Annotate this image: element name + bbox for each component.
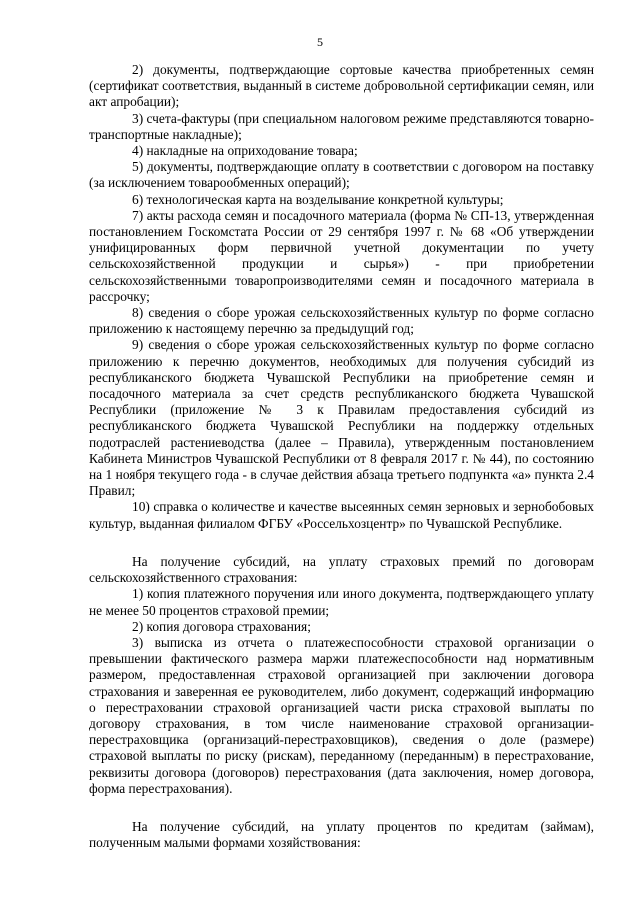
list-item: 4) накладные на оприходование товара; [132, 143, 358, 159]
document-body [89, 62, 594, 851]
list-item: 6) технологическая карта на возделывание конкретной культуры; [132, 191, 504, 207]
list-item: 3) счета-фактуры (при специальном налоговом режиме представляются товарно-транспортные накладные); [89, 110, 595, 142]
page-number: 5 [317, 35, 323, 49]
list-item: 5) документы, подтверждающие оплату в соответствии с договором на поставку (за исключением товарообменных операций); [89, 159, 594, 191]
list-item: 10) справка о количестве и качестве высеянных семян зерновых и зернобобовых культур, выданная филиалом ФГБУ «Россельхозцентр» по Чувашской Республике. [89, 499, 594, 531]
list-item: 2) документы, подтверждающие сортовые качества приобретенных семян (сертификат соответствия, выданный в системе добровольной сертификации семян, или акт апробации); [89, 62, 594, 110]
list-item: 1) копия платежного поручения или иного документа, подтверждающего уплату не менее 50 процентов страховой премии; [89, 586, 594, 618]
list-item: 9) сведения о сборе урожая сельскохозяйственных культур по форме согласно приложению к перечню документов, необходимых для получения субсидий из республиканского бюджета Чувашской Республики на приобретение семян и посадочного материала за счет средств республиканского бюджета Чувашской Республики (приложение № 3 к Правилам предоставления субсидий из республиканского бюджета Чувашской Республики на поддержку отдельных подотраслей растениеводства (далее – Правила), утвержденным постановлением Кабинета Министров Чувашской Республики от 8 февраля 2017 г. № 44), по состоянию на 1 ноября текущего года - в случае действия абзаца третьего подпункта «а» пункта 2.4 Правил; [89, 337, 594, 499]
section-heading: На получение субсидий, на уплату страховых премий по договорам сельскохозяйственного страхования: [89, 553, 594, 586]
list-item: 2) копия договора страхования; [132, 618, 311, 634]
list-item: 3) выписка из отчета о платежеспособности страховой организации о превышении фактического размера маржи платежеспособности над нормативным размером, предоставленная страховой организацией при заключении договора страхования и заверенная ее руководителем, либо документ, содержащий информацию о перестраховании страховой организацией части риска страховой выплаты по договору страхования, в том числе наименование страховой организации-перестраховщика (организаций-перестраховщиков), сведения о доле (размере) страховой выплаты по риску (рискам), переданному (переданным) в перестрахование, реквизиты договора (договоров) перестрахования (дата заключения, номер договора, форма перестрахования). [89, 634, 594, 796]
list-item: 8) сведения о сборе урожая сельскохозяйственных культур по форме согласно приложению к настоящему перечню за предыдущий год; [89, 305, 594, 337]
section-heading: На получение субсидий, на уплату процентов по кредитам (займам), полученным малыми формами хозяйствования: [89, 818, 594, 851]
list-item: 7) акты расхода семян и посадочного материала (форма № СП-13, утвержденная постановлением Госкомстата России от 29 сентября 1997 г. № 68 «Об утверждении унифицированных форм первичной учетной документации по учету сельскохозяйственной продукции и сырья») - при приобретении сельскохозяйственными товаропроизводителями семян и посадочного материала в рассрочку; [89, 207, 594, 304]
